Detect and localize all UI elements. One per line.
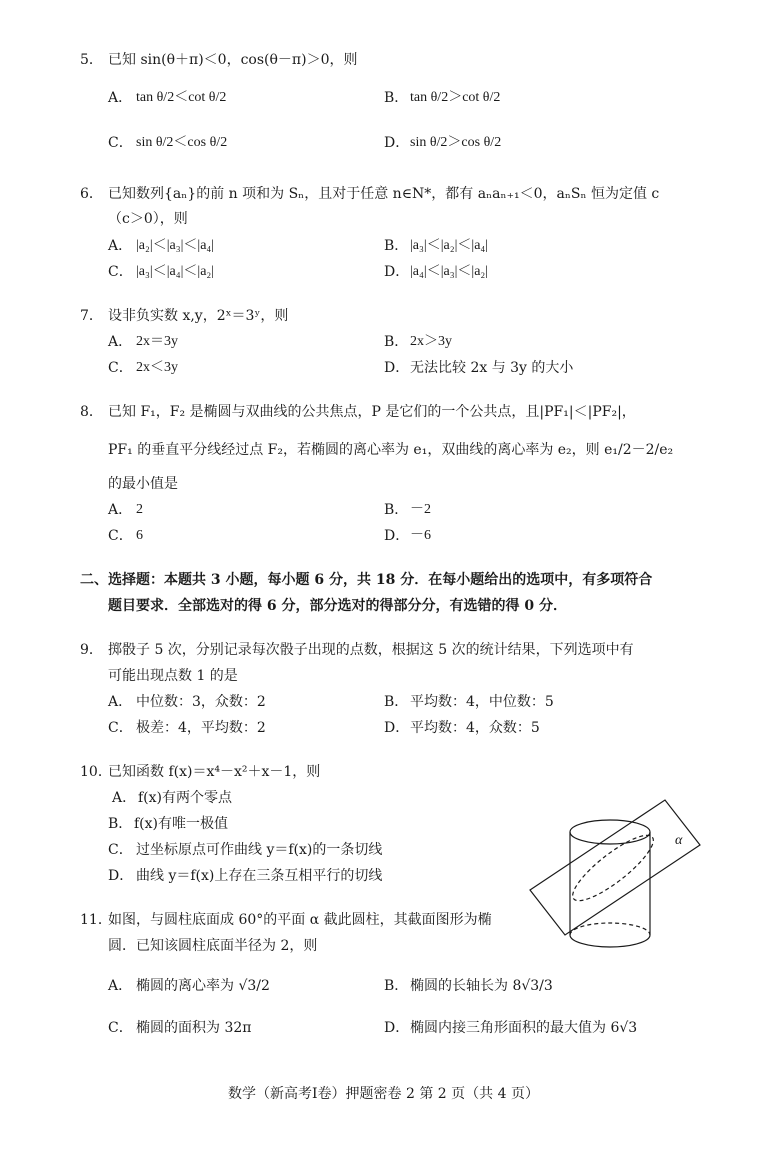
q10-stem: 已知函数 f(x)＝x⁴－x²＋x－1，则 [108, 764, 321, 780]
q9-option-d-label: D． [384, 720, 410, 736]
q11-number: 11． [80, 912, 112, 928]
q10-option-c: 过坐标原点可作曲线 y＝f(x)的一条切线 [136, 842, 383, 858]
q6-option-c-label: C． [108, 264, 133, 280]
q10-option-b-label: B． [108, 816, 133, 832]
q11-option-b: 椭圆的长轴长为 8√3/3 [410, 978, 553, 994]
q11-stem-2: 圆．已知该圆柱底面半径为 2，则 [108, 938, 318, 954]
q7-option-d-label: D． [384, 360, 410, 376]
q7-option-b-label: B． [384, 334, 409, 350]
q11-option-a-label: A． [108, 978, 133, 994]
q11-option-a: 椭圆的离心率为 √3/2 [136, 978, 270, 994]
q8-option-a: 2 [136, 502, 143, 517]
q10-option-a-label: A． [112, 790, 137, 806]
q10-option-d: 曲线 y＝f(x)上存在三条互相平行的切线 [136, 868, 383, 884]
q8-option-d-label: D． [384, 528, 410, 544]
q11-option-d-label: D． [384, 1020, 410, 1036]
cylinder-bottom-front [570, 935, 650, 947]
q9-option-a-label: A． [108, 694, 133, 710]
cylinder-top-ellipse [570, 820, 650, 844]
q5-option-c: sin θ/2＜cos θ/2 [136, 135, 228, 150]
q11-stem: 如图，与圆柱底面成 60°的平面 α 截此圆柱，其截面图形为椭 [108, 912, 492, 928]
q8-option-d: －6 [410, 528, 431, 543]
q5-option-b-label: B． [384, 90, 409, 106]
q6-option-a: |a₂|＜|a₃|＜|a₄| [136, 238, 215, 253]
q6-number: 6． [80, 186, 103, 202]
section2-heading-line1: 二、选择题：本题共 3 小题，每小题 6 分，共 18 分．在每小题给出的选项中，有多项符合 [80, 572, 653, 588]
q6-option-a-label: A． [108, 238, 133, 254]
q8-option-c: 6 [136, 528, 143, 543]
q7-option-c-label: C． [108, 360, 133, 376]
q8-number: 8． [80, 404, 103, 420]
q11-option-d: 椭圆内接三角形面积的最大值为 6√3 [410, 1020, 638, 1036]
q10-number: 10． [80, 764, 112, 780]
q7-option-c: 2x＜3y [136, 360, 178, 375]
q5-option-d-label: D． [384, 135, 410, 151]
q11-option-b-label: B． [384, 978, 409, 994]
cylinder-plane-figure [525, 790, 705, 955]
q11-option-c-label: C． [108, 1020, 133, 1036]
q9-option-b-label: B． [384, 694, 409, 710]
q10-option-c-label: C． [108, 842, 133, 858]
q5-option-a-label: A． [108, 90, 133, 106]
q8-stem-2: PF₁ 的垂直平分线经过点 F₂，若椭圆的离心率为 e₁，双曲线的离心率为 e₂，则 e₁/2－2/e₂ [108, 442, 674, 458]
q8-option-b: －2 [410, 502, 431, 517]
q5-number: 5． [80, 52, 103, 68]
q6-stem: 已知数列{aₙ}的前 n 项和为 Sₙ，且对于任意 n∈N*，都有 aₙaₙ₊₁＜0，aₙSₙ 恒为定值 c [108, 186, 660, 202]
q5-option-b: tan θ/2＞cot θ/2 [410, 90, 501, 105]
plane-label: α [675, 833, 683, 848]
q11-option-c: 椭圆的面积为 32π [136, 1020, 252, 1036]
q7-option-d: 无法比较 2x 与 3y 的大小 [410, 360, 574, 376]
q10-option-b: f(x)有唯一极值 [134, 816, 229, 832]
q6-option-d: |a₄|＜|a₃|＜|a₂| [410, 264, 489, 279]
q9-option-a: 中位数：3，众数：2 [136, 694, 266, 710]
q9-option-c: 极差：4，平均数：2 [136, 720, 266, 736]
q5-option-d: sin θ/2＞cos θ/2 [410, 135, 502, 150]
q7-option-a: 2x＝3y [136, 334, 178, 349]
q6-stem-2: （c＞0），则 [108, 211, 188, 227]
q6-option-c: |a₃|＜|a₄|＜|a₂| [136, 264, 215, 279]
q6-option-b-label: B． [384, 238, 409, 254]
q9-option-b: 平均数：4，中位数：5 [410, 694, 554, 710]
section-ellipse [565, 826, 661, 910]
q8-option-a-label: A． [108, 502, 133, 518]
section2-heading-line2: 题目要求．全部选对的得 6 分，部分选对的得部分分，有选错的得 0 分． [108, 598, 567, 614]
q7-stem: 设非负实数 x,y，2ˣ＝3ʸ，则 [108, 308, 289, 324]
q7-option-a-label: A． [108, 334, 133, 350]
q9-stem-2: 可能出现点数 1 的是 [108, 668, 238, 684]
q5-stem: 已知 sin(θ＋π)＜0，cos(θ－π)＞0，则 [108, 52, 358, 68]
q10-option-d-label: D． [108, 868, 134, 884]
q8-option-b-label: B． [384, 502, 409, 518]
q8-stem-3: 的最小值是 [108, 476, 178, 492]
page-footer: 数学（新高考Ⅰ卷）押题密卷 2 第 2 页（共 4 页） [228, 1086, 539, 1102]
q7-number: 7． [80, 308, 103, 324]
q9-option-c-label: C． [108, 720, 133, 736]
q10-option-a: f(x)有两个零点 [138, 790, 233, 806]
q9-option-d: 平均数：4，众数：5 [410, 720, 540, 736]
q6-option-b: |a₃|＜|a₂|＜|a₄| [410, 238, 489, 253]
q5-option-c-label: C． [108, 135, 133, 151]
q7-option-b: 2x＞3y [410, 334, 452, 349]
q9-stem: 掷骰子 5 次，分别记录每次骰子出现的点数，根据这 5 次的统计结果，下列选项中有 [108, 642, 634, 658]
q8-stem: 已知 F₁，F₂ 是椭圆与双曲线的公共焦点，P 是它们的一个公共点，且|PF₁|＜|PF₂|， [108, 404, 636, 420]
q6-option-d-label: D． [384, 264, 410, 280]
q9-number: 9． [80, 642, 103, 658]
cylinder-bottom-back [570, 923, 650, 935]
q5-option-a: tan θ/2＜cot θ/2 [136, 90, 227, 105]
q8-option-c-label: C． [108, 528, 133, 544]
